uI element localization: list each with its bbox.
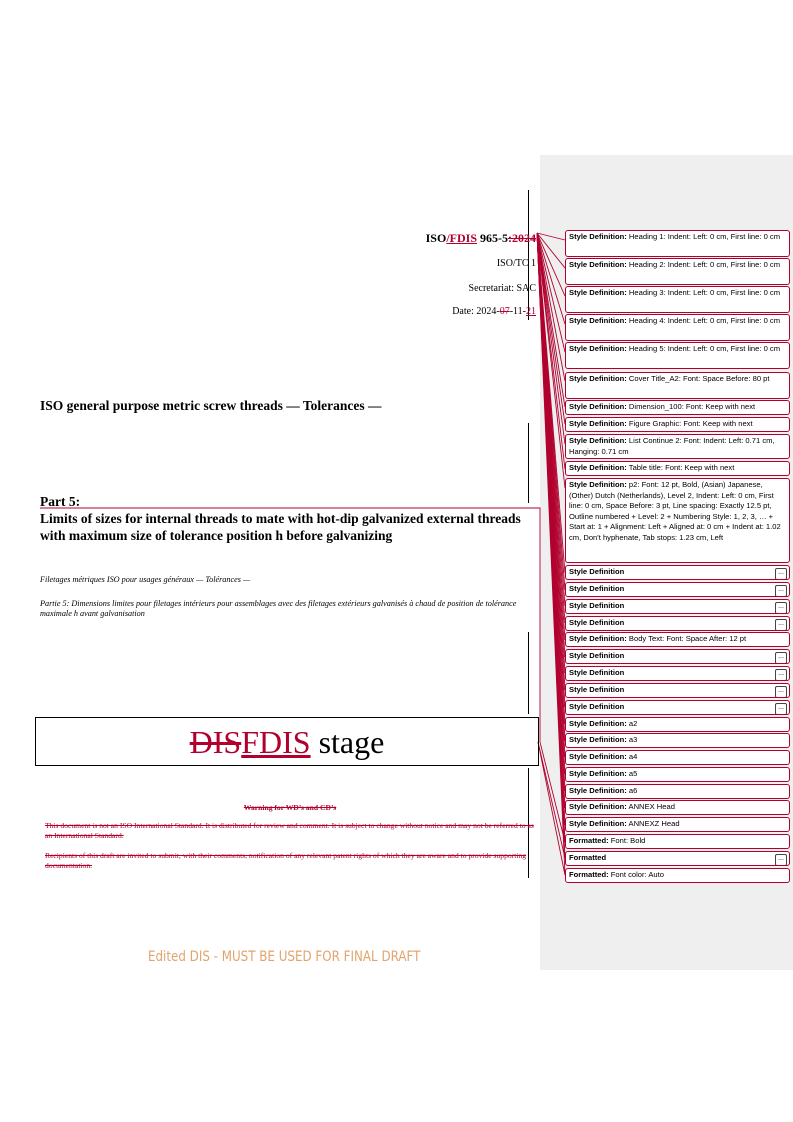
french-title: Filetages métriques ISO pour usages généraux — Tolérances — [40,575,251,584]
comment-bubble[interactable] [565,434,790,459]
comment-bubble[interactable] [565,342,790,369]
expand-comment-button[interactable]: ... [775,585,787,597]
iso-inserted: /FDIS [446,231,477,245]
part-label: Part 5: [40,494,81,509]
expand-comment-button[interactable]: ... [775,854,787,866]
expand-comment-button[interactable]: ... [775,619,787,631]
comment-text: Heading 1: Indent: Left: 0 cm, First line: 0 cm [626,232,781,241]
comment-bubble[interactable] [565,649,790,664]
comment-label: Style Definition: [569,463,627,472]
technical-committee: ISO/TC 1 [496,258,536,269]
comment-text: List Continue 2: Font: Indent: Left: 0.71 cm, Hanging: 0.71 cm [569,436,775,456]
comment-bubble[interactable] [565,417,790,432]
comment-label: Style Definition: [569,802,627,811]
comment-bubble[interactable] [565,632,790,647]
comment-bubble[interactable] [565,258,790,285]
comment-label: Style Definition [569,584,625,593]
expand-comment-button[interactable]: ... [775,652,787,664]
iso-deleted: :2024 [508,231,536,245]
comment-bubble[interactable] [565,717,790,732]
comment-bubble[interactable] [565,767,790,782]
comment-bubble[interactable] [565,868,790,883]
expand-comment-button[interactable]: ... [775,568,787,580]
comment-label: Style Definition: [569,402,627,411]
comment-text: Dimension_100: Font: Keep with next [626,402,756,411]
comment-label: Style Definition: [569,316,627,325]
comment-label: Style Definition [569,685,625,694]
french-part: Partie 5: Dimensions limites pour filetages intérieurs pour assemblages avec des filetages extérieurs galvanisés à chaud de position de tolérance maximale h avant galvanisation [40,599,517,618]
comment-bubble[interactable] [565,733,790,748]
comment-label: Style Definition: [569,634,627,643]
comment-label: Style Definition: [569,436,627,445]
comment-text: Heading 4: Indent: Left: 0 cm, First line: 0 cm [626,316,781,325]
comment-label: Style Definition [569,702,625,711]
comment-bubble[interactable] [565,800,790,815]
comment-bubble[interactable] [565,834,790,849]
comment-text: Table title: Font: Keep with next [626,463,735,472]
comment-text: Body Text: Font: Space After: 12 pt [626,634,747,643]
comment-bubble[interactable] [565,565,790,580]
stage-inserted: FDIS [241,724,311,760]
main-title: ISO general purpose metric screw threads — Tolerances — [40,398,382,413]
comment-text: ANNEX Head [626,802,675,811]
date-mid: -11- [509,306,526,317]
comment-label: Style Definition [569,618,625,627]
comment-text: a4 [626,752,638,761]
comment-label: Style Definition: [569,374,627,383]
comment-bubble[interactable] [565,286,790,313]
comment-bubble[interactable] [565,750,790,765]
comment-label: Formatted: [569,836,609,845]
comment-label: Formatted: [569,870,609,879]
comment-label: Style Definition [569,567,625,576]
comment-text: Font: Bold [608,836,646,845]
comment-bubble[interactable] [565,817,790,832]
part-title: Limits of sizes for internal threads to mate with hot-dip galvanized external threads with maximum size of tolerance position h before galvanizing [40,511,521,543]
comment-bubble[interactable] [565,683,790,698]
comment-text: a6 [626,786,638,795]
comment-label: Style Definition: [569,232,627,241]
comment-bubble[interactable] [565,314,790,341]
comment-label: Style Definition: [569,288,627,297]
comment-text: a3 [626,735,638,744]
comment-bubble[interactable] [565,784,790,799]
comment-text: Heading 2: Indent: Left: 0 cm, First line: 0 cm [626,260,781,269]
date-inserted: 21 [526,306,536,317]
comment-label: Style Definition: [569,769,627,778]
comment-label: Style Definition: [569,480,627,489]
comment-text: a2 [626,719,638,728]
comment-text: Cover Title_A2: Font: Space Before: 80 pt [626,374,770,383]
comment-label: Style Definition: [569,752,627,761]
comment-bubble[interactable] [565,478,790,563]
comment-bubble[interactable] [565,461,790,476]
expand-comment-button[interactable]: ... [775,686,787,698]
comment-bubble[interactable] [565,616,790,631]
comment-bubble[interactable] [565,372,790,399]
iso-prefix: ISO [425,231,447,245]
expand-comment-button[interactable]: ... [775,602,787,614]
date-prefix: Date: 2024- [452,306,500,317]
comment-text: a5 [626,769,638,778]
comment-label: Style Definition: [569,735,627,744]
document-reference [300,231,536,245]
comment-bubble[interactable] [565,666,790,681]
date-line [300,306,536,318]
comment-label: Formatted [569,853,607,862]
watermark: Edited DIS - MUST BE USED FOR FINAL DRAFT [148,949,421,965]
comment-text: p2: Font: 12 pt, Bold, (Asian) Japanese, (Other) Dutch (Netherlands), Level 2, Indent: Left: 0 cm, First line: 0 cm, Space Before: 3 pt, Line spacing: Exactly 12.5 pt, Outline numbered + Level: 2 + Numbering Style: 1, 2, 3, … + Start at: 1 + Alignment: Left + Aligned at: 0 cm + Indent at: 1.02 cm, Don't hyphenate, Tab stops: 1.23 cm, Left [569,480,781,542]
date-deleted: 07 [499,306,510,317]
comment-label: Style Definition: [569,786,627,795]
comment-bubble[interactable] [565,582,790,597]
comment-label: Style Definition: [569,260,627,269]
warning-paragraph-1: This document is not an ISO International Standard. It is distributed for review and comment. It is subject to change without notice and may not be referred to as an International Standard. [45,821,534,840]
stage-deleted: DIS [189,724,242,760]
expand-comment-button[interactable]: ... [775,703,787,715]
comment-text: Heading 5: Indent: Left: 0 cm, First line: 0 cm [626,344,781,353]
secretariat: Secretariat: SAC [468,283,536,294]
stage-box [35,717,539,766]
comment-label: Style Definition: [569,419,627,428]
comment-text: Figure Graphic: Font: Keep with next [626,419,753,428]
comment-text: Heading 3: Indent: Left: 0 cm, First line: 0 cm [626,288,781,297]
expand-comment-button[interactable]: ... [775,669,787,681]
comment-label: Style Definition [569,651,625,660]
comment-bubble[interactable] [565,400,790,415]
comment-label: Style Definition: [569,719,627,728]
iso-number: 965-5 [477,231,508,245]
warning-heading: Warning for WD’s and CD’s [243,803,337,812]
comment-label: Style Definition: [569,344,627,353]
comment-label: Style Definition [569,601,625,610]
comment-bubble[interactable] [565,700,790,715]
warning-paragraph-2: Recipients of this draft are invited to submit, with their comments, notification of any relevant patent rights of which they are aware and to provide supporting documentation. [45,851,527,870]
comment-bubble[interactable] [565,851,790,866]
comment-bubble[interactable] [565,599,790,614]
comment-bubble[interactable] [565,230,790,257]
comment-label: Style Definition [569,668,625,677]
comment-text: ANNEXZ Head [626,819,680,828]
stage-text: stage [310,724,385,760]
comment-text: Font color: Auto [608,870,664,879]
comment-label: Style Definition: [569,819,627,828]
